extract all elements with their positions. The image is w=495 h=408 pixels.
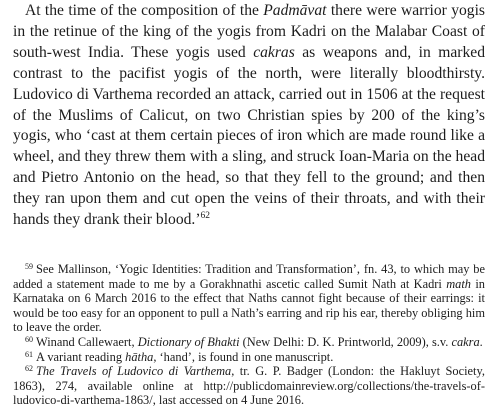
- footnote-text: (New Delhi: D. K. Printworld, 2009), s.v.: [239, 334, 452, 349]
- footnote-60: [13, 335, 485, 350]
- footnote-62: [13, 364, 485, 408]
- padmavat-title: Padmāvat: [263, 2, 327, 19]
- footnote-text: .: [479, 334, 483, 349]
- footnote-number: 62: [25, 364, 33, 374]
- paragraph-text: there were warrior yogis in the retinue of the king of the yogis from Kadri on the Malabar Coast of south-west India. These yogis used: [13, 2, 485, 61]
- paragraph-text: At the time of the composition of the: [25, 2, 264, 19]
- footnote-text: , ‘hand’, is found in one manuscript.: [153, 349, 334, 364]
- footnote-reference: 62: [200, 211, 211, 222]
- hatha-term: hātha: [125, 349, 154, 364]
- cakras-term: cakras: [253, 43, 295, 61]
- footnote-text: Winand Callewaert,: [36, 334, 138, 349]
- travels-title: The Travels of Ludovico di Varthema: [36, 364, 232, 379]
- paragraph-text: as weapons and, in marked contrast to the pacifist yogis of the north, were literally bloodthirsty. Ludovico di Varthema recorded an attack, carried out in 1506 at the request of the Muslims of Calicut, on two Christian spies by 200 of the king’s yogis, who ‘cast at them certain pieces of iron which are made round like a wheel, and they threw them with a sling, and struck Ioan-Maria on the head and Pietro Antonio on the head, so that they fell to the ground; and then they ran upon them and cut open the veins of their throats, and with their hands they drank their blood.’: [13, 43, 485, 229]
- cakra-term: cakra: [451, 334, 480, 349]
- main-paragraph: [13, 1, 485, 231]
- footnote-number: 59: [25, 262, 33, 271]
- math-term: math: [446, 276, 471, 291]
- footnote-text: See Mallinson, ‘Yogic Identities: Tradition and Transformation’, fn. 43, to which may be added a statement made to me by a Gorakhnathi ascetic called Sumit Nath at Kadri: [13, 262, 485, 291]
- footnote-text: A variant reading: [36, 349, 126, 364]
- footnote-59: [13, 262, 485, 335]
- footnotes: [13, 262, 485, 408]
- footnote-text: in Karnataka on 6 March 2016 to the effect that Naths cannot fight because of their earrings: it would be too easy for an opponent to pull a Nath’s earring and rip his ear, thereby obliging him to leave the order.: [13, 276, 485, 335]
- footnote-number: 60: [25, 334, 33, 344]
- footnote-text: , tr. G. P. Badger (London: the Hakluyt Society, 1863), 274, available online at http://publicdomainreview.org/collections/the-travels-of-ludovico-di-varthema-1863/, last accessed on 4 June 2016.: [13, 364, 485, 408]
- footnote-61: [13, 350, 485, 365]
- footnote-number: 61: [25, 349, 33, 359]
- dictionary-title: Dictionary of Bhakti: [137, 334, 240, 349]
